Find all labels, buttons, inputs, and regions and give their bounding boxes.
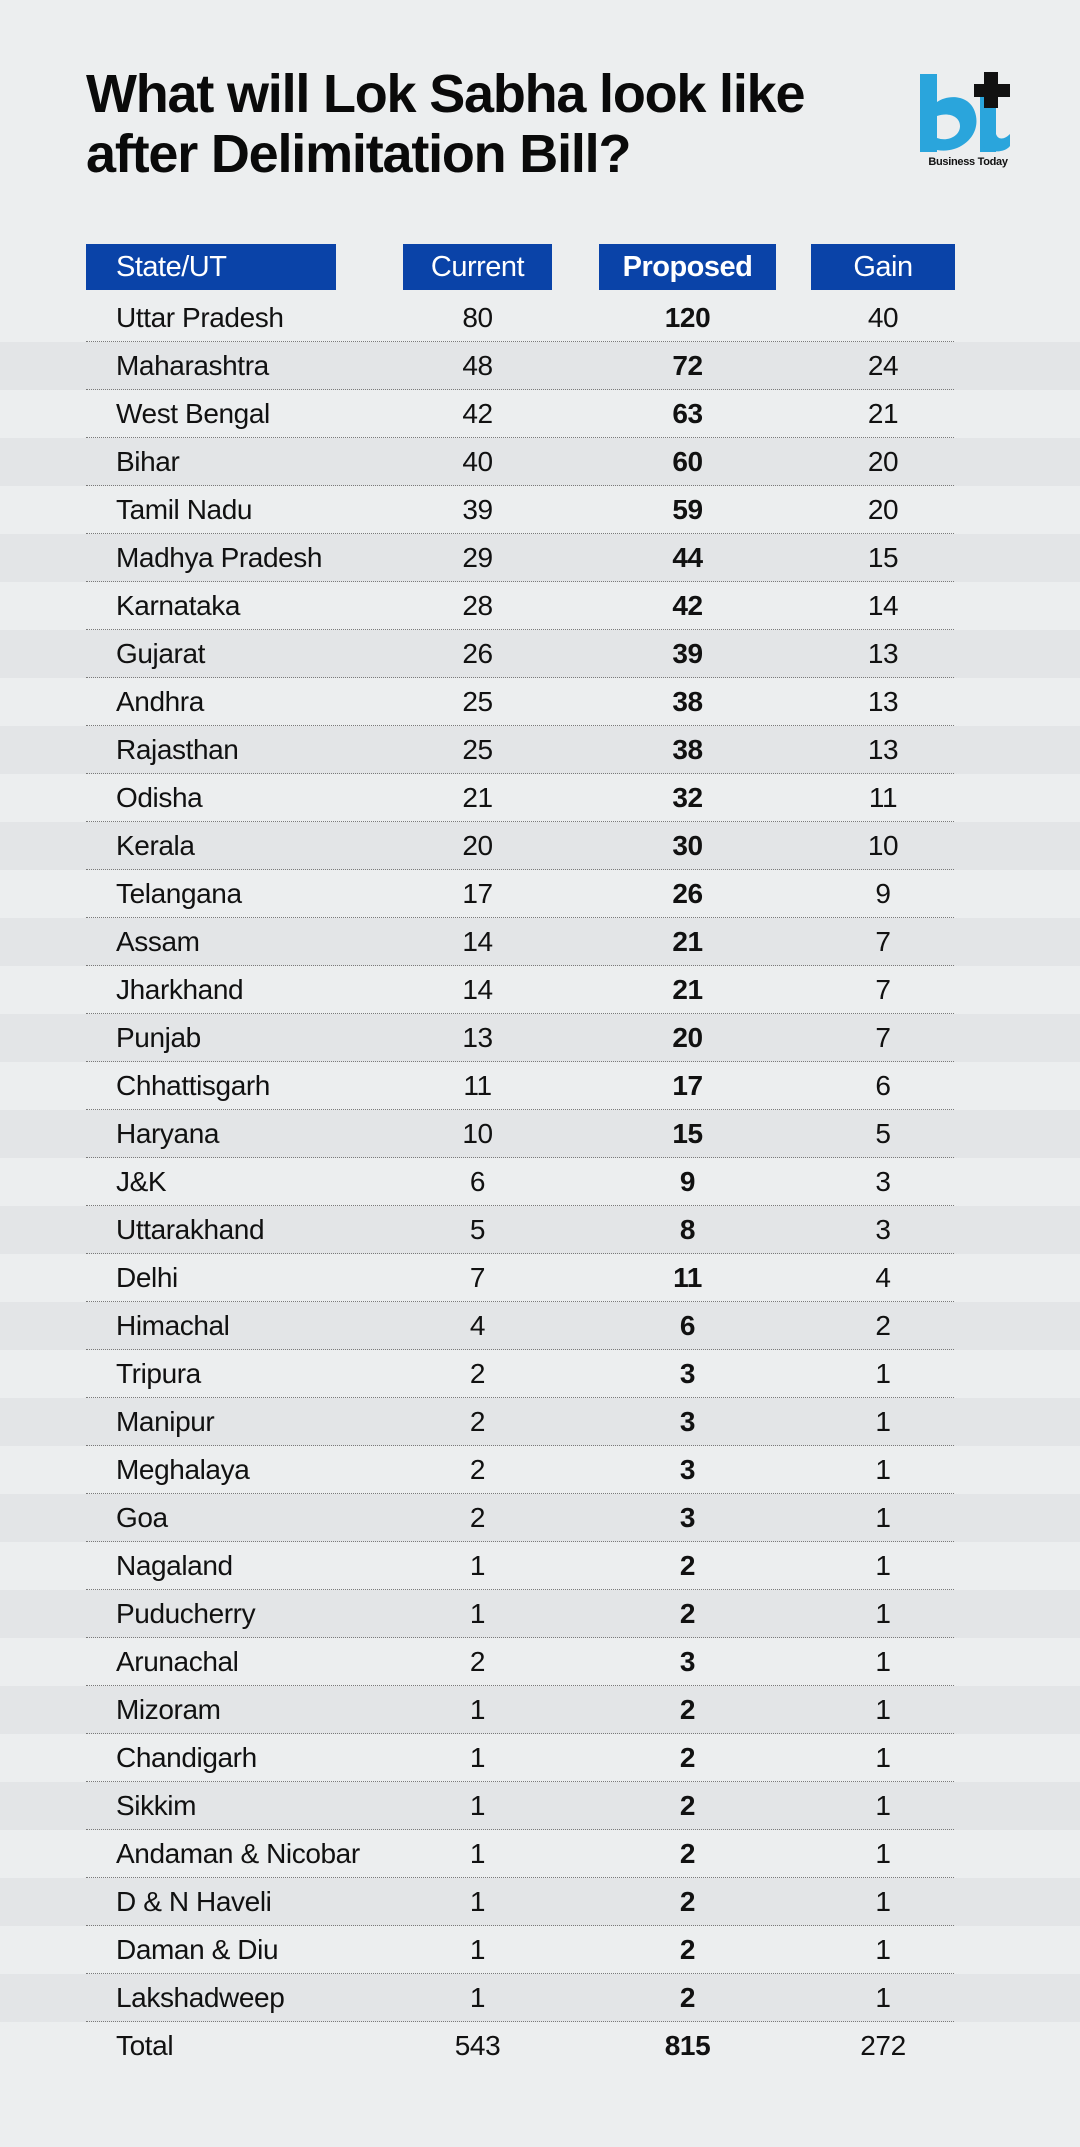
state-name-cell: Chandigarh bbox=[116, 1742, 257, 1773]
brand-name: Business Today bbox=[928, 156, 1008, 168]
seat-table-body bbox=[0, 294, 1080, 2070]
gain-seats-cell: 1 bbox=[875, 1982, 891, 2013]
total-gain-seats-cell: 272 bbox=[860, 2030, 906, 2061]
proposed-seats-cell: 3 bbox=[679, 1646, 696, 1677]
table-row bbox=[0, 1254, 1080, 1302]
state-name-cell: Puducherry bbox=[116, 1598, 256, 1629]
gain-seats-cell: 7 bbox=[875, 1022, 891, 1053]
total-state-name-cell: Total bbox=[116, 2030, 174, 2061]
current-seats-cell: 2 bbox=[469, 1406, 486, 1437]
gain-seats-cell: 1 bbox=[875, 1934, 891, 1965]
proposed-seats-cell: 2 bbox=[679, 1934, 696, 1965]
current-seats-cell: 48 bbox=[462, 350, 493, 381]
state-name-cell: Delhi bbox=[116, 1262, 178, 1293]
current-seats-cell: 1 bbox=[469, 1838, 486, 1869]
table-row bbox=[0, 678, 1080, 726]
gain-seats-cell: 1 bbox=[875, 1838, 891, 1869]
gain-seats-cell: 9 bbox=[875, 878, 891, 909]
gain-seats-cell: 1 bbox=[875, 1886, 891, 1917]
gain-seats-cell: 13 bbox=[867, 734, 899, 765]
proposed-seats-cell: 60 bbox=[672, 446, 703, 477]
table-row bbox=[0, 1062, 1080, 1110]
table-row bbox=[0, 1110, 1080, 1158]
gain-seats-cell: 2 bbox=[875, 1310, 891, 1341]
current-seats-cell: 2 bbox=[469, 1358, 486, 1389]
table-row bbox=[0, 390, 1080, 438]
title-line-2: after Delimitation Bill? bbox=[86, 124, 631, 184]
gain-seats-cell: 1 bbox=[875, 1550, 891, 1581]
gain-seats-cell: 1 bbox=[875, 1598, 891, 1629]
current-seats-cell: 2 bbox=[469, 1646, 486, 1677]
table-row bbox=[0, 294, 1080, 342]
current-seats-cell: 20 bbox=[462, 830, 493, 861]
table-row bbox=[0, 1350, 1080, 1398]
state-name-cell: Punjab bbox=[116, 1022, 201, 1053]
current-seats-cell: 1 bbox=[469, 1694, 486, 1725]
proposed-seats-cell: 30 bbox=[672, 830, 703, 861]
table-row bbox=[0, 582, 1080, 630]
current-seats-cell: 40 bbox=[462, 446, 493, 477]
proposed-seats-cell: 44 bbox=[672, 542, 703, 573]
table-row bbox=[0, 1830, 1080, 1878]
state-name-cell: J&K bbox=[116, 1166, 167, 1197]
gain-seats-cell: 11 bbox=[868, 782, 898, 813]
state-name-cell: Manipur bbox=[116, 1406, 215, 1437]
current-seats-cell: 80 bbox=[462, 302, 493, 333]
gain-seats-cell: 1 bbox=[875, 1454, 891, 1485]
proposed-seats-cell: 26 bbox=[672, 878, 703, 909]
table-row bbox=[0, 1878, 1080, 1926]
table-row bbox=[0, 870, 1080, 918]
table-row bbox=[0, 1014, 1080, 1062]
state-name-cell: Assam bbox=[116, 926, 200, 957]
gain-seats-cell: 21 bbox=[867, 398, 899, 429]
current-seats-cell: 4 bbox=[469, 1310, 486, 1341]
gain-seats-cell: 20 bbox=[867, 446, 899, 477]
total-proposed-seats-cell: 815 bbox=[664, 2030, 711, 2061]
state-name-cell: Himachal bbox=[116, 1310, 230, 1341]
current-seats-cell: 26 bbox=[462, 638, 493, 669]
table-row bbox=[0, 822, 1080, 870]
proposed-seats-cell: 21 bbox=[672, 974, 703, 1005]
state-name-cell: Tamil Nadu bbox=[116, 494, 253, 525]
column-header-gain: Gain bbox=[811, 244, 955, 290]
gain-seats-cell: 7 bbox=[875, 974, 891, 1005]
current-seats-cell: 29 bbox=[462, 542, 493, 573]
state-name-cell: D & N Haveli bbox=[116, 1886, 272, 1917]
proposed-seats-cell: 38 bbox=[672, 686, 703, 717]
current-seats-cell: 1 bbox=[469, 1598, 486, 1629]
state-name-cell: Andhra bbox=[116, 686, 204, 717]
state-name-cell: Rajasthan bbox=[116, 734, 239, 765]
state-name-cell: Meghalaya bbox=[116, 1454, 250, 1485]
proposed-seats-cell: 3 bbox=[679, 1454, 696, 1485]
table-row bbox=[0, 1398, 1080, 1446]
state-name-cell: Telangana bbox=[116, 878, 242, 909]
table-row bbox=[0, 1686, 1080, 1734]
current-seats-cell: 25 bbox=[462, 686, 493, 717]
state-name-cell: Nagaland bbox=[116, 1550, 233, 1581]
current-seats-cell: 7 bbox=[469, 1262, 486, 1293]
proposed-seats-cell: 17 bbox=[672, 1070, 703, 1101]
state-name-cell: Chhattisgarh bbox=[116, 1070, 270, 1101]
state-name-cell: Maharashtra bbox=[116, 350, 269, 381]
current-seats-cell: 39 bbox=[462, 494, 493, 525]
proposed-seats-cell: 3 bbox=[679, 1502, 696, 1533]
current-seats-cell: 1 bbox=[469, 1934, 486, 1965]
table-row bbox=[0, 918, 1080, 966]
state-name-cell: Andaman & Nicobar bbox=[116, 1838, 360, 1869]
state-name-cell: West Bengal bbox=[116, 398, 270, 429]
current-seats-cell: 5 bbox=[469, 1214, 486, 1245]
gain-seats-cell: 1 bbox=[875, 1694, 891, 1725]
gain-seats-cell: 13 bbox=[867, 686, 899, 717]
page-title bbox=[86, 64, 846, 184]
table-row bbox=[0, 342, 1080, 390]
gain-seats-cell: 1 bbox=[875, 1790, 891, 1821]
current-seats-cell: 14 bbox=[462, 974, 493, 1005]
table-row bbox=[0, 1734, 1080, 1782]
gain-seats-cell: 3 bbox=[875, 1166, 891, 1197]
table-row bbox=[0, 726, 1080, 774]
state-name-cell: Lakshadweep bbox=[116, 1982, 285, 2013]
proposed-seats-cell: 2 bbox=[679, 1550, 696, 1581]
gain-seats-cell: 10 bbox=[867, 830, 899, 861]
gain-seats-cell: 15 bbox=[867, 542, 899, 573]
state-name-cell: Daman & Diu bbox=[116, 1934, 279, 1965]
column-header-proposed: Proposed bbox=[599, 244, 776, 290]
proposed-seats-cell: 2 bbox=[679, 1886, 696, 1917]
state-name-cell: Karnataka bbox=[116, 590, 241, 621]
proposed-seats-cell: 21 bbox=[672, 926, 703, 957]
current-seats-cell: 1 bbox=[469, 1742, 486, 1773]
column-header-state: State/UT bbox=[86, 244, 336, 290]
proposed-seats-cell: 32 bbox=[672, 782, 703, 813]
proposed-seats-cell: 2 bbox=[679, 1598, 696, 1629]
title-line-1: What will Lok Sabha look like bbox=[86, 64, 805, 124]
current-seats-cell: 1 bbox=[469, 1982, 486, 2013]
state-name-cell: Goa bbox=[116, 1502, 168, 1533]
gain-seats-cell: 1 bbox=[875, 1502, 891, 1533]
gain-seats-cell: 6 bbox=[875, 1070, 891, 1101]
current-seats-cell: 2 bbox=[469, 1502, 486, 1533]
proposed-seats-cell: 39 bbox=[672, 638, 703, 669]
current-seats-cell: 42 bbox=[462, 398, 493, 429]
proposed-seats-cell: 6 bbox=[679, 1310, 696, 1341]
current-seats-cell: 1 bbox=[469, 1886, 486, 1917]
proposed-seats-cell: 8 bbox=[679, 1214, 696, 1245]
proposed-seats-cell: 63 bbox=[672, 398, 703, 429]
state-name-cell: Mizoram bbox=[116, 1694, 221, 1725]
gain-seats-cell: 13 bbox=[867, 638, 899, 669]
proposed-seats-cell: 120 bbox=[664, 302, 711, 333]
total-current-seats-cell: 543 bbox=[454, 2030, 501, 2061]
state-name-cell: Uttar Pradesh bbox=[116, 302, 284, 333]
current-seats-cell: 21 bbox=[462, 782, 493, 813]
current-seats-cell: 11 bbox=[463, 1070, 492, 1101]
current-seats-cell: 1 bbox=[469, 1790, 486, 1821]
current-seats-cell: 25 bbox=[462, 734, 493, 765]
table-row bbox=[0, 1302, 1080, 1350]
gain-seats-cell: 40 bbox=[867, 302, 899, 333]
state-name-cell: Arunachal bbox=[116, 1646, 239, 1677]
current-seats-cell: 1 bbox=[469, 1550, 486, 1581]
gain-seats-cell: 7 bbox=[875, 926, 891, 957]
column-header-current: Current bbox=[403, 244, 552, 290]
proposed-seats-cell: 9 bbox=[679, 1166, 696, 1197]
proposed-seats-cell: 3 bbox=[679, 1358, 696, 1389]
gain-seats-cell: 4 bbox=[875, 1262, 891, 1293]
table-row bbox=[0, 1446, 1080, 1494]
table-row bbox=[0, 630, 1080, 678]
proposed-seats-cell: 2 bbox=[679, 1790, 696, 1821]
bt-logo-icon bbox=[918, 72, 1018, 156]
state-name-cell: Odisha bbox=[116, 782, 203, 813]
table-row bbox=[0, 1158, 1080, 1206]
state-name-cell: Madhya Pradesh bbox=[116, 542, 323, 573]
gain-seats-cell: 24 bbox=[867, 350, 899, 381]
table-row bbox=[0, 438, 1080, 486]
state-name-cell: Tripura bbox=[116, 1358, 201, 1389]
current-seats-cell: 28 bbox=[462, 590, 493, 621]
gain-seats-cell: 1 bbox=[875, 1742, 891, 1773]
total-row bbox=[0, 2022, 1080, 2070]
table-row bbox=[0, 774, 1080, 822]
gain-seats-cell: 1 bbox=[875, 1358, 891, 1389]
proposed-seats-cell: 42 bbox=[672, 590, 703, 621]
table-row bbox=[0, 1638, 1080, 1686]
proposed-seats-cell: 20 bbox=[672, 1022, 703, 1053]
current-seats-cell: 17 bbox=[462, 878, 493, 909]
gain-seats-cell: 1 bbox=[875, 1406, 891, 1437]
table-row bbox=[0, 1926, 1080, 1974]
state-name-cell: Kerala bbox=[116, 830, 195, 861]
current-seats-cell: 2 bbox=[469, 1454, 486, 1485]
business-today-logo bbox=[918, 72, 1018, 176]
proposed-seats-cell: 59 bbox=[672, 494, 703, 525]
table-row bbox=[0, 486, 1080, 534]
table-row bbox=[0, 966, 1080, 1014]
table-row bbox=[0, 1590, 1080, 1638]
state-name-cell: Sikkim bbox=[116, 1790, 197, 1821]
proposed-seats-cell: 2 bbox=[679, 1838, 696, 1869]
state-name-cell: Haryana bbox=[116, 1118, 220, 1149]
current-seats-cell: 10 bbox=[462, 1118, 493, 1149]
current-seats-cell: 6 bbox=[469, 1166, 486, 1197]
state-name-cell: Jharkhand bbox=[116, 974, 244, 1005]
proposed-seats-cell: 72 bbox=[672, 350, 703, 381]
current-seats-cell: 14 bbox=[462, 926, 493, 957]
proposed-seats-cell: 2 bbox=[679, 1742, 696, 1773]
proposed-seats-cell: 11 bbox=[673, 1262, 702, 1293]
proposed-seats-cell: 15 bbox=[672, 1118, 703, 1149]
state-name-cell: Uttarakhand bbox=[116, 1214, 265, 1245]
proposed-seats-cell: 38 bbox=[672, 734, 703, 765]
current-seats-cell: 13 bbox=[462, 1022, 493, 1053]
table-row bbox=[0, 1974, 1080, 2022]
proposed-seats-cell: 2 bbox=[679, 1694, 696, 1725]
proposed-seats-cell: 2 bbox=[679, 1982, 696, 2013]
gain-seats-cell: 1 bbox=[875, 1646, 891, 1677]
gain-seats-cell: 20 bbox=[867, 494, 899, 525]
gain-seats-cell: 3 bbox=[875, 1214, 891, 1245]
state-name-cell: Bihar bbox=[116, 446, 180, 477]
table-row bbox=[0, 1782, 1080, 1830]
table-row bbox=[0, 534, 1080, 582]
table-row bbox=[0, 1542, 1080, 1590]
state-name-cell: Gujarat bbox=[116, 638, 206, 669]
proposed-seats-cell: 3 bbox=[679, 1406, 696, 1437]
gain-seats-cell: 5 bbox=[875, 1118, 891, 1149]
table-row bbox=[0, 1494, 1080, 1542]
table-row bbox=[0, 1206, 1080, 1254]
gain-seats-cell: 14 bbox=[867, 590, 899, 621]
